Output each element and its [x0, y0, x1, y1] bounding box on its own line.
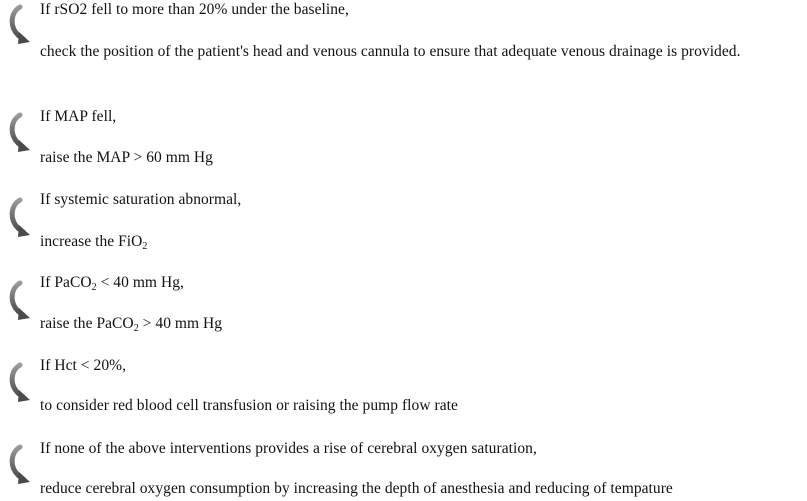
- step-2-action: raise the MAP > 60 mm Hg: [40, 149, 213, 166]
- curved-arrow-icon: [6, 362, 38, 404]
- step-5-action: to consider red blood cell transfusion or raising the pump flow rate: [40, 397, 458, 414]
- step-4-condition-suffix: < 40 mm Hg,: [96, 274, 184, 291]
- step-3-condition: If systemic saturation abnormal,: [40, 191, 242, 208]
- step-4-action-suffix: > 40 mm Hg: [138, 315, 223, 332]
- step-3-action-subscript: 2: [142, 241, 148, 252]
- step-1-action: check the position of the patient's head and venous cannula to ensure that adequate venous drainage is provided.: [40, 43, 741, 60]
- step-4-condition-text: If PaCO: [40, 274, 92, 291]
- step-4-action-text: raise the PaCO: [40, 315, 134, 332]
- step-4-condition-subscript: 2: [91, 282, 97, 293]
- curved-arrow-icon: [6, 112, 38, 154]
- step-3-action-text: increase the FiO: [40, 233, 143, 250]
- step-4-condition: [40, 273, 184, 298]
- step-6-action: reduce cerebral oxygen consumption by increasing the depth of anesthesia and reducing of tempature: [40, 480, 673, 497]
- step-4-action: [40, 314, 222, 339]
- step-5-condition: If Hct < 20%,: [40, 357, 127, 374]
- step-6-condition: If none of the above interventions provides a rise of cerebral oxygen saturation,: [40, 440, 537, 457]
- step-2-condition: If MAP fell,: [40, 108, 117, 125]
- curved-arrow-icon: [6, 197, 38, 239]
- curved-arrow-icon: [6, 444, 38, 486]
- curved-arrow-icon: [6, 280, 38, 322]
- curved-arrow-icon: [6, 4, 38, 46]
- step-1-condition: If rSO2 fell to more than 20% under the baseline,: [40, 1, 349, 18]
- step-3-action: [40, 232, 147, 257]
- step-4-action-subscript: 2: [133, 323, 139, 334]
